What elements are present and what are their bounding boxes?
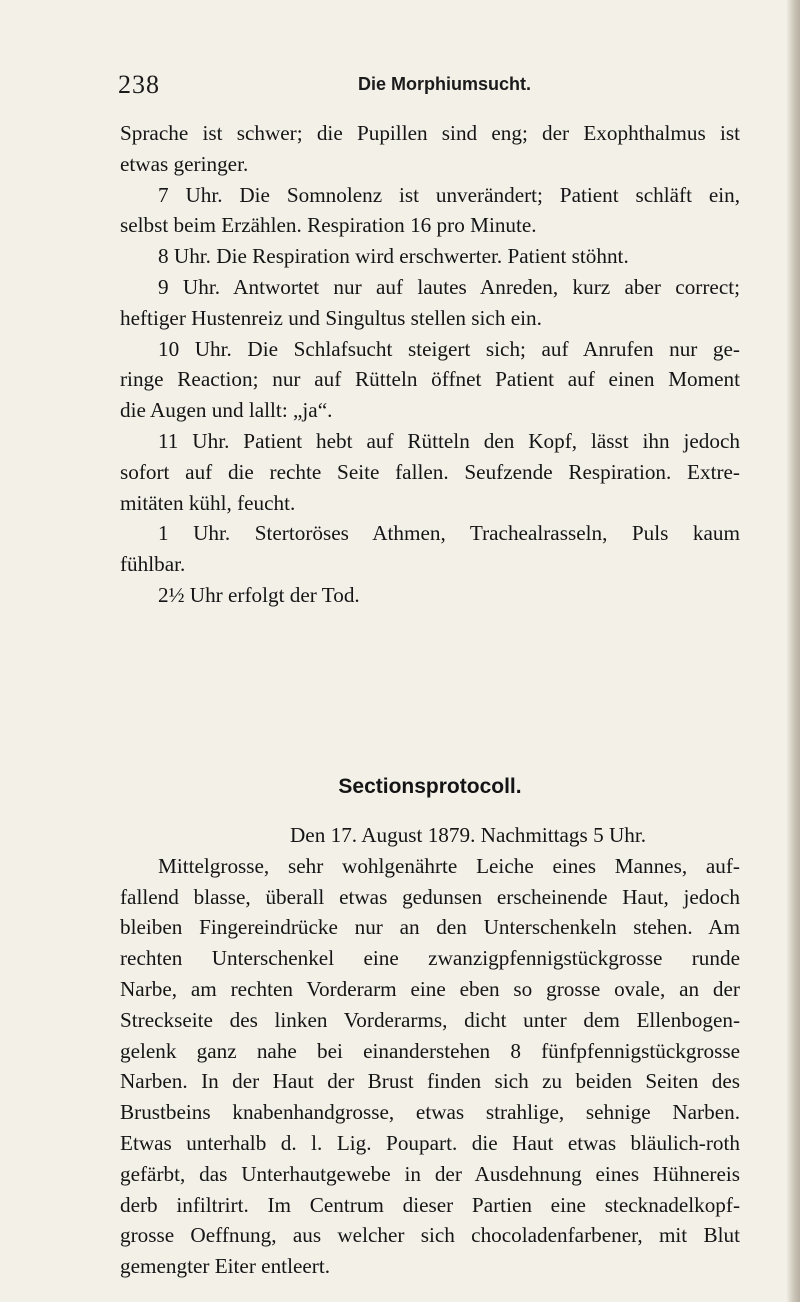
text-line: sofort auf die rechte Seite fallen. Seufzende Respiration. Extre- (120, 459, 740, 484)
text-line: Brustbeins knabenhandgrosse, etwas strahlige, sehnige Narben. (120, 1100, 740, 1125)
text-line: Sprache ist schwer; die Pupillen sind eng; der Exophthalmus ist (120, 121, 740, 145)
case-notes-text (120, 118, 740, 611)
text-line: Streckseite des linken Vorderarms, dicht unter dem Ellenbogen- (120, 1007, 740, 1032)
text-line: 11 Uhr. Patient hebt auf Rütteln den Kopf, lässt ihn jedoch (158, 428, 740, 453)
text-line: 2½ Uhr erfolgt der Tod. (158, 582, 360, 607)
text-line: 7 Uhr. Die Somnolenz ist unverändert; Patient schläft ein, (158, 182, 740, 207)
text-line: gefärbt, das Unterhautgewebe in der Ausdehnung eines Hühnereis (120, 1161, 740, 1186)
text-line: selbst beim Erzählen. Respiration 16 pro Minute. (120, 213, 537, 238)
page-number: 238 (118, 70, 160, 99)
section-protocol-text (120, 820, 740, 1282)
text-line: fallend blasse, überall etwas gedunsen erscheinende Haut, jedoch (120, 884, 740, 909)
text-line: rechten Unterschenkel eine zwanzigpfennigstückgrosse runde (120, 946, 740, 971)
text-line: heftiger Hustenreiz und Singultus stellen sich ein. (120, 305, 542, 330)
text-line: derb infiltrirt. Im Centrum dieser Partien eine stecknadelkopf- (120, 1192, 740, 1217)
page-edge-shadow (786, 0, 800, 1302)
text-line: mitäten kühl, feucht. (120, 490, 296, 515)
text-line: gemengter Eiter entleert. (120, 1254, 331, 1279)
text-line: 8 Uhr. Die Respiration wird erschwerter. Patient stöhnt. (158, 244, 629, 269)
page-header (118, 70, 738, 100)
text-line: etwas geringer. (120, 151, 249, 176)
text-line: Narbe, am rechten Vorderarm eine eben so grosse ovale, an der (120, 976, 740, 1001)
text-line: ringe Reaction; nur auf Rütteln öffnet Patient auf einen Moment (120, 367, 740, 392)
text-line: die Augen und lallt: „ja“. (120, 398, 333, 423)
text-line: Narben. In der Haut der Brust finden sich zu beiden Seiten des (120, 1069, 740, 1094)
text-line: Etwas unterhalb d. l. Lig. Poupart. die Haut etwas bläulich-roth (120, 1130, 740, 1155)
text-line: Den 17. August 1879. Nachmittags 5 Uhr. (290, 823, 647, 847)
text-line: 10 Uhr. Die Schlafsucht steigert sich; auf Anrufen nur ge- (158, 336, 740, 361)
text-line: bleiben Fingereindrücke nur an den Unterschenkeln stehen. Am (120, 915, 740, 940)
text-line: gelenk ganz nahe bei einanderstehen 8 fünfpfennigstückgrosse (120, 1038, 740, 1063)
section-heading: Sectionsprotocoll. (338, 775, 522, 798)
running-title: Die Morphiumsucht. (358, 74, 532, 94)
text-line: 9 Uhr. Antwortet nur auf lautes Anreden, kurz aber correct; (158, 274, 740, 299)
text-line: fühlbar. (120, 552, 186, 577)
text-line: 1 Uhr. Stertoröses Athmen, Trachealrasseln, Puls kaum (158, 521, 740, 546)
text-line: Mittelgrosse, sehr wohlgenährte Leiche eines Mannes, auf- (158, 853, 740, 878)
text-line: grosse Oeffnung, aus welcher sich chocoladenfarbener, mit Blut (120, 1223, 740, 1248)
